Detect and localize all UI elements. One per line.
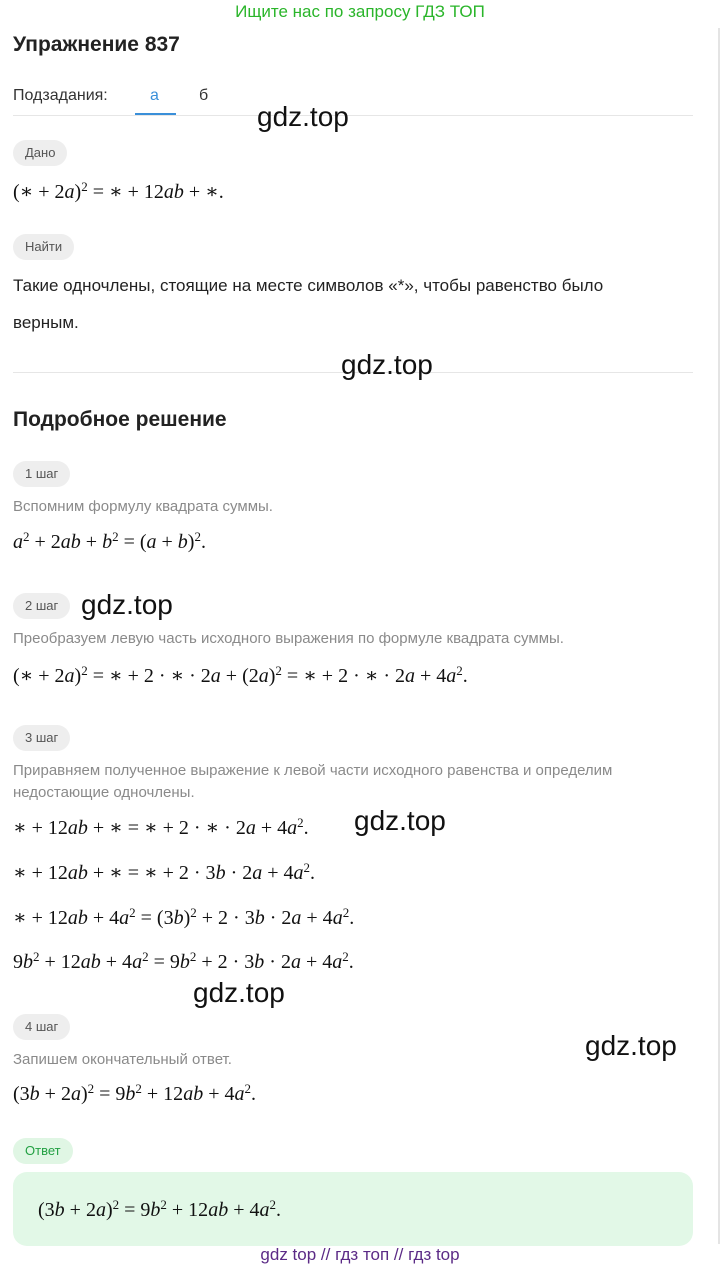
- watermark: gdz.top: [354, 805, 446, 836]
- watermark: gdz.top: [585, 1030, 677, 1061]
- top-banner[interactable]: Ищите нас по запросу ГДЗ ТОП: [235, 2, 485, 21]
- subtasks-label: Подзадания:: [13, 87, 108, 104]
- step-3-hint-line1: Приравняем полученное выражение к левой части исходного равенства и определим: [13, 762, 613, 779]
- step-2-formula: (∗ + 2a)$^2$ = ∗ + 2 · ∗ · $2a + (2a)^2$ = ∗ + 2 · ∗ · $2a + 4a^2$.: [13, 662, 468, 687]
- watermark: gdz.top: [193, 977, 285, 1008]
- step-3-formula-2: ∗ + 12ab + ∗ = ∗ + $2 \cdot 3b \cdot 2a + 4a^2$.: [13, 859, 316, 884]
- tab-b[interactable]: б: [199, 87, 209, 104]
- step-4-hint: Запишем окончательный ответ.: [13, 1051, 232, 1068]
- find-text-line1: Такие одночлены, стоящие на месте символов «*», чтобы равенство было: [13, 276, 604, 295]
- divider: [13, 115, 693, 116]
- watermark: gdz.top: [341, 349, 433, 380]
- step-3-formula-4: $9b^2 + 12ab + 4a^2 = 9b^2 + 2 \cdot 3b \cdot 2a + 4a^2$.: [13, 948, 354, 973]
- step-3-hint-line2: недостающие одночлены.: [13, 784, 195, 801]
- step-3-badge: 3 шаг: [13, 725, 70, 751]
- step-3-formula-1: ∗ + 12ab + ∗ = ∗ + 2 · ∗ · $2a + 4a^2$.: [13, 814, 309, 839]
- step-4-formula: $(3b + 2a)^2 = 9b^2 + 12ab + 4a^2$.: [13, 1080, 256, 1105]
- watermark: gdz.top: [257, 101, 349, 132]
- watermark: gdz.top: [81, 589, 173, 620]
- step-4-badge: 4 шаг: [13, 1014, 70, 1040]
- footer-links[interactable]: gdz top // гдз топ // гдз top: [260, 1245, 460, 1264]
- tab-a[interactable]: а: [150, 87, 159, 104]
- step-1-badge: 1 шаг: [13, 461, 70, 487]
- step-3-formula-3: ∗ + $12ab + 4a^2 = (3b)^2 + 2 \cdot 3b \cdot 2a + 4a^2$.: [13, 904, 355, 929]
- page-title: Упражнение 837: [13, 33, 180, 56]
- find-text-line2: верным.: [13, 313, 79, 332]
- step-2-badge: 2 шаг: [13, 593, 70, 619]
- find-badge: Найти: [13, 234, 74, 260]
- answer-formula: $(3b + 2a)^2 = 9b^2 + 12ab + 4a^2$.: [38, 1196, 281, 1221]
- given-formula: (∗ + 2a)$^2$ = ∗ + 12ab + ∗.: [13, 178, 224, 203]
- answer-badge: Ответ: [13, 1138, 73, 1164]
- step-1-formula: $a^2 + 2ab + b^2 = (a + b)^2$.: [13, 528, 206, 553]
- given-badge: Дано: [13, 140, 67, 166]
- step-1-hint: Вспомним формулу квадрата суммы.: [13, 498, 273, 515]
- solution-title: Подробное решение: [13, 408, 227, 431]
- step-2-hint: Преобразуем левую часть исходного выражения по формуле квадрата суммы.: [13, 630, 564, 647]
